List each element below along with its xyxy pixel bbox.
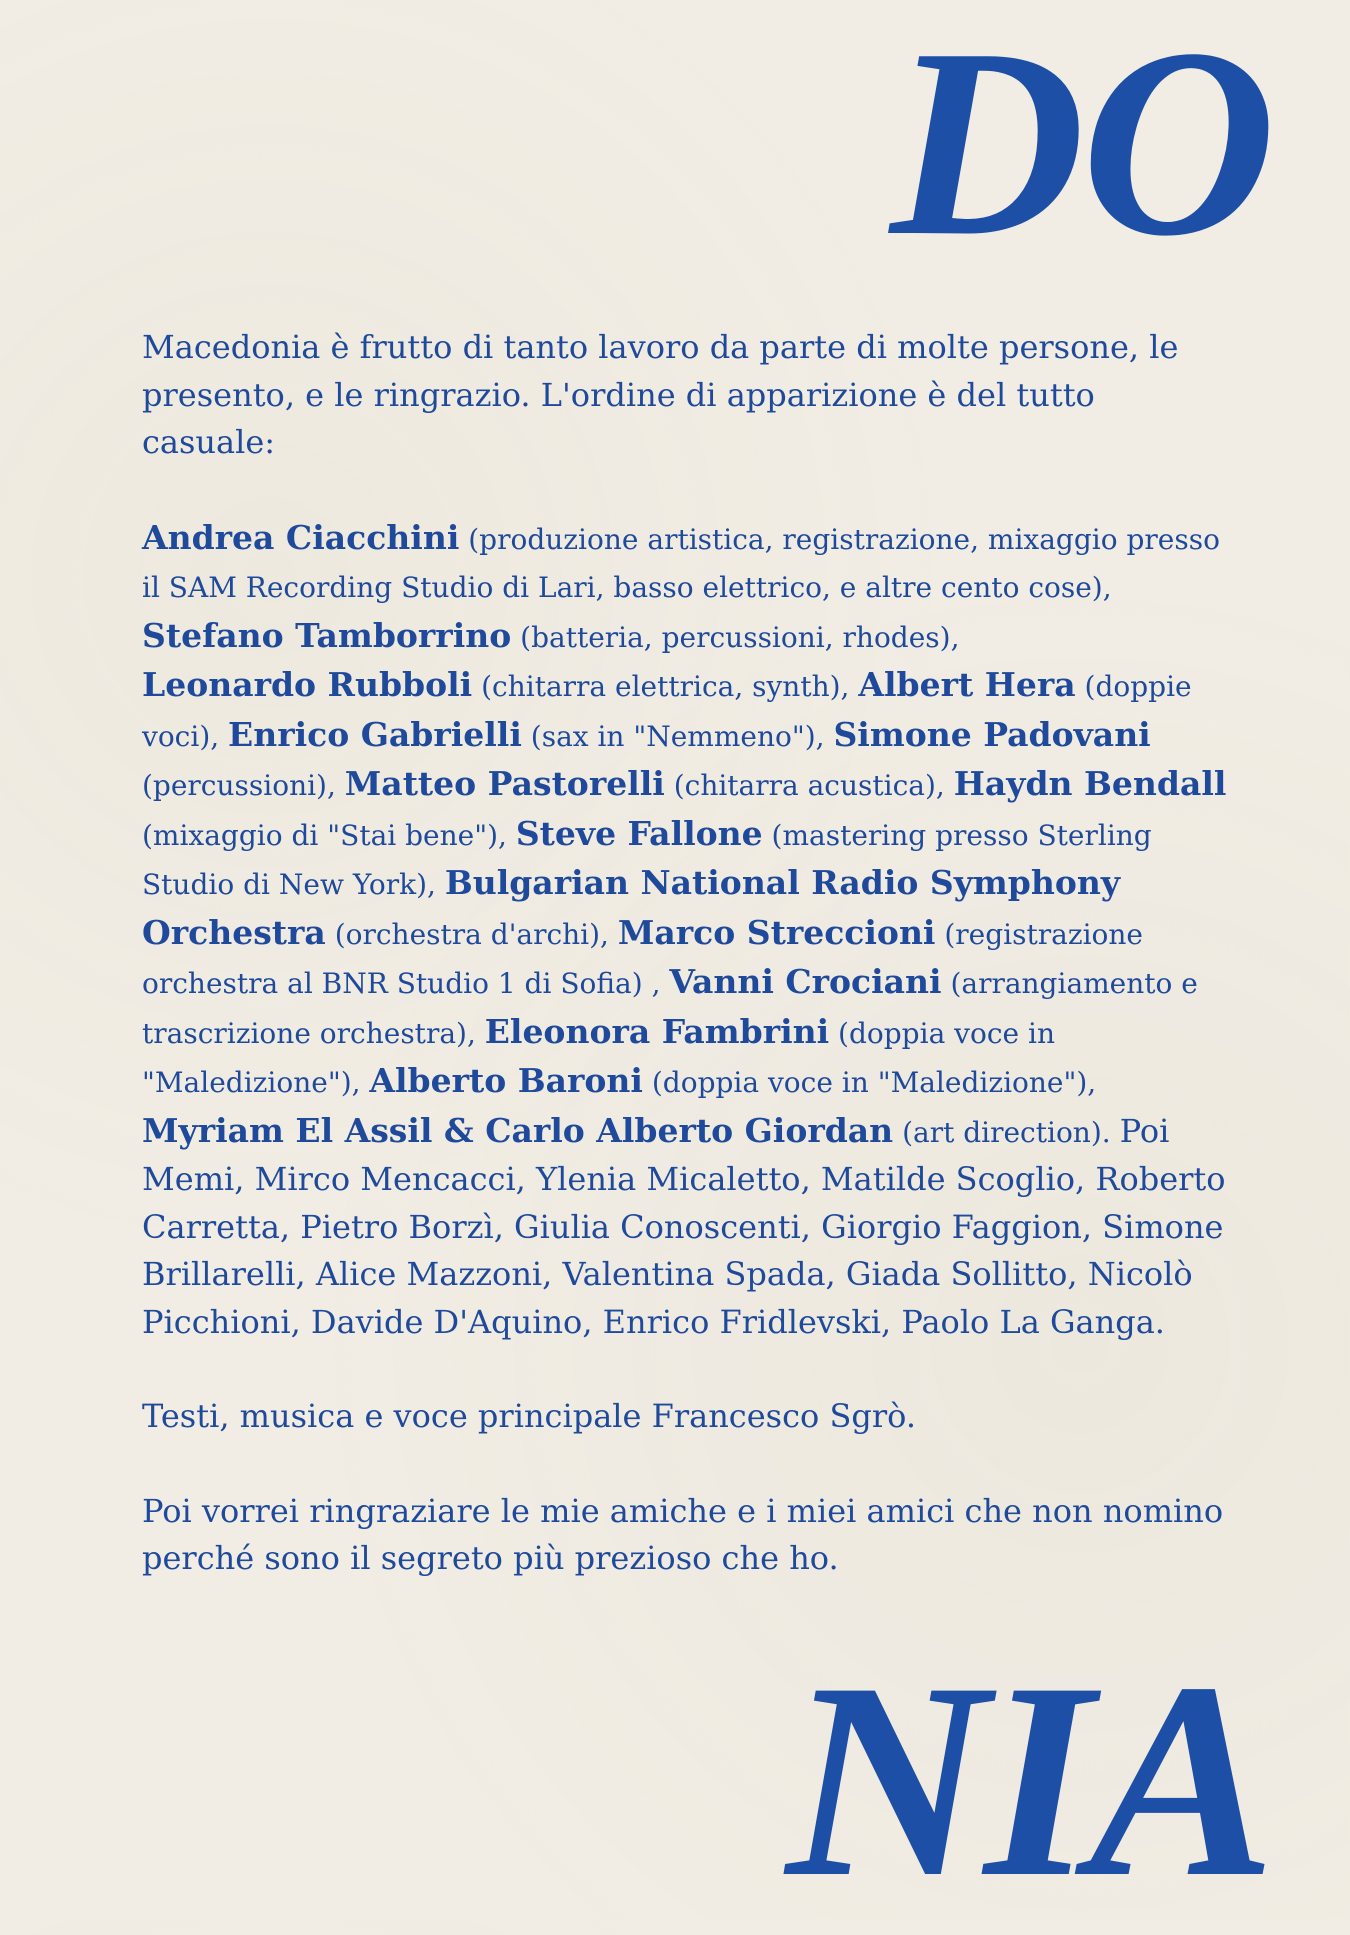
credit-name: Albert Hera <box>858 665 1076 704</box>
credit-role: (percussioni), <box>142 769 345 802</box>
credit-name: Stefano Tamborrino <box>142 615 512 655</box>
credit-role: (produzione artistica, registrazione, mixaggio presso il SAM Recording Studio di Lari, basso elettrico, e altre cento cose), <box>142 522 1220 604</box>
credit-role: (art direction). <box>893 1115 1120 1149</box>
credit-role: (registrazione orchestra al BNR Studio 1 di Sofia) , <box>142 917 1143 1000</box>
credit-role: (doppia voce in "Maledizione"), <box>142 1016 1055 1099</box>
other-credits: Poi Memi, Mirco Mencacci, Ylenia Micaletto, Matilde Scoglio, Roberto Carretta, Pietro Borzì, Giulia Conoscenti, Giorgio Faggion, Simone Brillarelli, Alice Mazzoni, Valentina Spada, Giada Sollitto, Nicolò Picchioni, Davide D'Aquino, Enrico Fridlevski, Paolo La Ganga. <box>142 1111 1226 1341</box>
closing-paragraph: Poi vorrei ringraziare le mie amiche e i miei amici che non nomino perché sono il segreto più prezioso che ho. <box>142 1491 1224 1577</box>
credit-name: Haydn Bendall <box>953 764 1227 803</box>
credit-name: Steve Fallone <box>515 813 763 853</box>
intro-paragraph: Macedonia è frutto di tanto lavoro da parte di molte persone, le presento, e le ringrazio. L'ordine di apparizione è del tutto casuale: <box>142 328 1179 461</box>
credit-name: Leonardo Rubboli <box>142 665 473 704</box>
main-artist-paragraph: Testi, musica e voce principale Francesco Sgrò. <box>142 1397 917 1435</box>
credit-name: Simone Padovani <box>833 714 1151 754</box>
credit-name: Eleonora Fambrini <box>484 1011 830 1051</box>
credit-role: (mastering presso Sterling Studio di New York), <box>142 818 1152 901</box>
credit-role: (arrangiamento e trascrizione orchestra), <box>142 967 1198 1050</box>
credit-name: Alberto Baroni <box>369 1061 643 1100</box>
credit-name: Matteo Pastorelli <box>344 764 665 803</box>
credit-name: Enrico Gabrielli <box>228 714 522 754</box>
credit-role: (doppie voci), <box>142 670 1192 753</box>
credit-role: (sax in "Nemmeno"), <box>521 719 834 753</box>
credit-role: (doppia voce in "Maledizione"), <box>642 1066 1097 1099</box>
decorative-heading-do: DO <box>890 0 1272 292</box>
credit-name: Bulgarian National Radio Symphony Orchestra <box>142 863 1121 952</box>
credit-role: (batteria, percussioni, rhodes), <box>511 620 960 654</box>
credit-name: Marco Streccioni <box>617 912 936 952</box>
decorative-heading-nia: NIA <box>786 1624 1272 1935</box>
credits-paragraph <box>142 514 1232 1347</box>
credits-text <box>142 324 1232 1583</box>
credit-name: Myriam El Assil & Carlo Alberto Giordan <box>142 1110 894 1150</box>
credit-role: (mixaggio di "Stai bene"), <box>142 818 516 852</box>
credit-role: (chitarra elettrica, synth), <box>472 670 859 703</box>
credit-role: (chitarra acustica), <box>664 769 954 802</box>
credit-name: Vanni Crociani <box>669 962 942 1001</box>
credit-role: (orchestra d'archi), <box>325 917 618 951</box>
credit-name: Andrea Ciacchini <box>142 517 460 557</box>
